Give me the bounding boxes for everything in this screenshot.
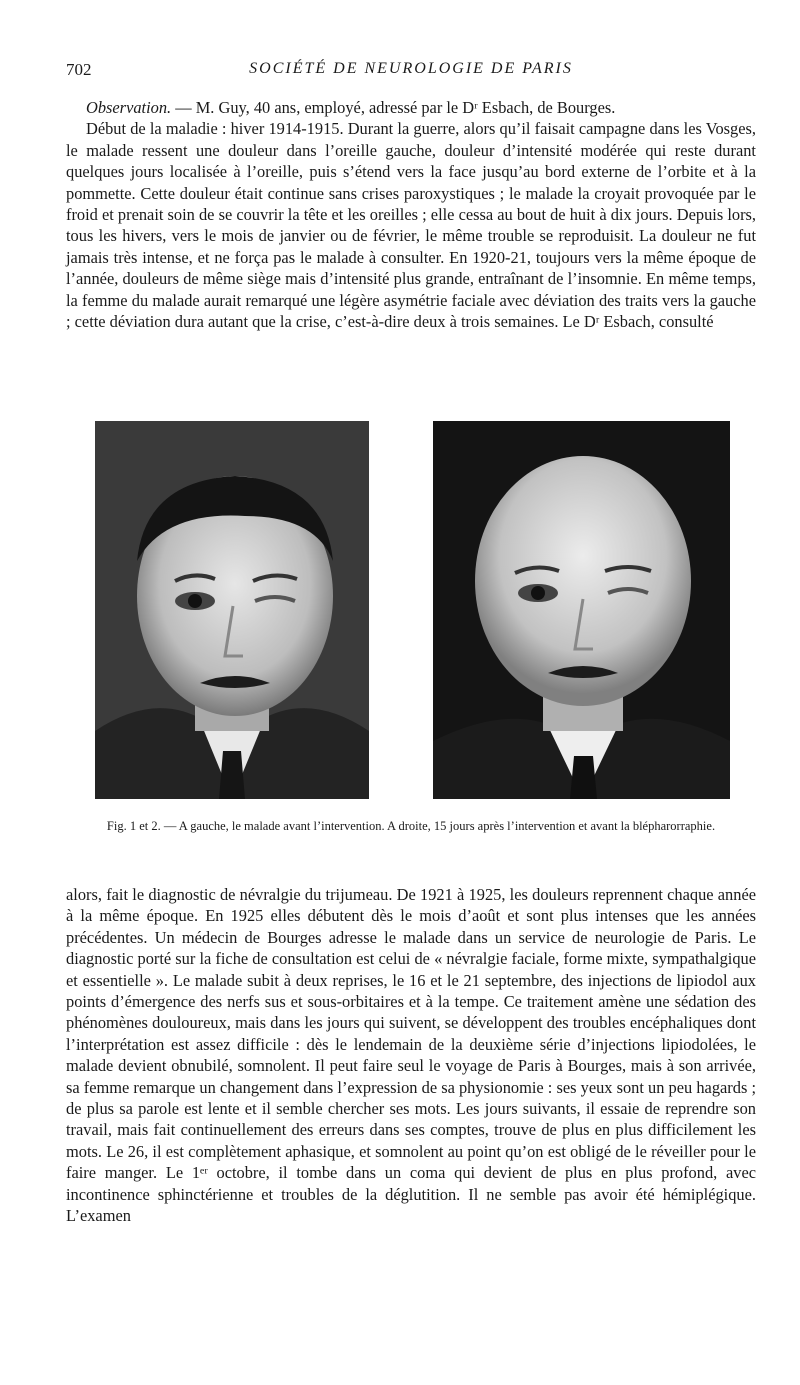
portrait-after-image bbox=[433, 421, 730, 799]
paragraph-history: Début de la maladie : hiver 1914-1915. Durant la guerre, alors qu’il faisait campagne dans les Vosges, le malade ressent une douleur dans l’oreille gauche, douleur d’intensité modérée qui reste durant quelques jours localisée à l’oreille, puis s’étend vers la face jusqu’au bord externe de l’orbite et à la pommette. Cette douleur était continue sans crises paroxystiques ; le malade la croyait provoquée par le froid et prenait soin de se couvrir la tête et les oreilles ; elle cessa au bout de huit à dix jours. Depuis lors, tous les hivers, vers le mois de janvier ou de février, le même trouble se reproduisit. La douleur ne fut jamais très intense, et ne força pas le malade à consulter. En 1920-21, toujours vers la même époque de l’année, douleurs de même siège mais d’intensité plus grande, entraînant de l’insomnie. En même temps, la femme du malade aurait remarqué une légère asymétrie faciale avec déviation des traits vers la gauche ; cette déviation dura autant que la crise, c’est-à-dire deux à trois semaines. Le Dʳ Esbach, consulté bbox=[66, 119, 756, 332]
figure-caption bbox=[66, 818, 756, 834]
observation-text: — M. Guy, 40 ans, employé, adressé par le Dʳ Esbach, de Bourges. bbox=[171, 98, 616, 117]
figure-caption-text: Fig. 1 et 2. — A gauche, le malade avant l’intervention. A droite, 15 jours après l’intervention et avant la blépharorraphie. bbox=[106, 819, 716, 833]
photo-patient-after bbox=[433, 421, 730, 799]
paragraph-observation bbox=[66, 97, 756, 118]
body-text-bottom bbox=[66, 884, 756, 1227]
page-number: 702 bbox=[66, 60, 92, 79]
paragraph-continuation: alors, fait le diagnostic de névralgie du trijumeau. De 1921 à 1925, les douleurs reprennent chaque année à la même époque. En 1925 elles débutent dès le mois d’août et sont plus intenses que les années précédentes. Un médecin de Bourges adresse le malade dans un service de neurologie de Paris. Le diagnostic porté sur la fiche de consultation est celui de « névralgie faciale, forme mixte, sympathalgique et essentielle ». Le malade subit à deux reprises, le 16 et le 21 septembre, des injections de lipiodol aux points d’émergence des nerfs sus et sous-orbitaires et à la tempe. Ce traitement amène une sédation des phénomènes douloureux, mais dans les jours qui suivent, se développent des troubles encéphaliques dont l’interprétation est assez difficile : dès le lendemain de la deuxième série d’injections lipiodolées, le malade devient obnubilé, somnolent. Il peut faire seul le voyage de Paris à Bourges, mais à son arrivée, sa femme remarque un changement dans l’expression de sa physionomie : ses yeux sont un peu hagards ; de plus sa parole est lente et il semble chercher ses mots. Les jours suivants, il essaie de reprendre son travail, mais fait continuellement des erreurs dans ses comptes, trouve de plus en plus difficilement les mots. Le 26, il est complètement aphasique, et somnolent au point qu’on est obligé de le réveiller pour le faire manger. Le 1ᵉʳ octobre, il tombe dans un coma qui devient de plus en plus profond, avec incontinence sphinctérienne et troubles de la déglutition. Il ne semble pas avoir été hémiplégique. L’examen bbox=[66, 885, 756, 1226]
body-text-top bbox=[66, 97, 756, 332]
observation-lead: Observation. bbox=[86, 98, 172, 117]
page-header bbox=[66, 60, 756, 82]
photo-patient-before bbox=[95, 421, 369, 799]
running-title: SOCIÉTÉ DE NEUROLOGIE DE PARIS bbox=[249, 60, 573, 77]
portrait-before-image bbox=[95, 421, 369, 799]
